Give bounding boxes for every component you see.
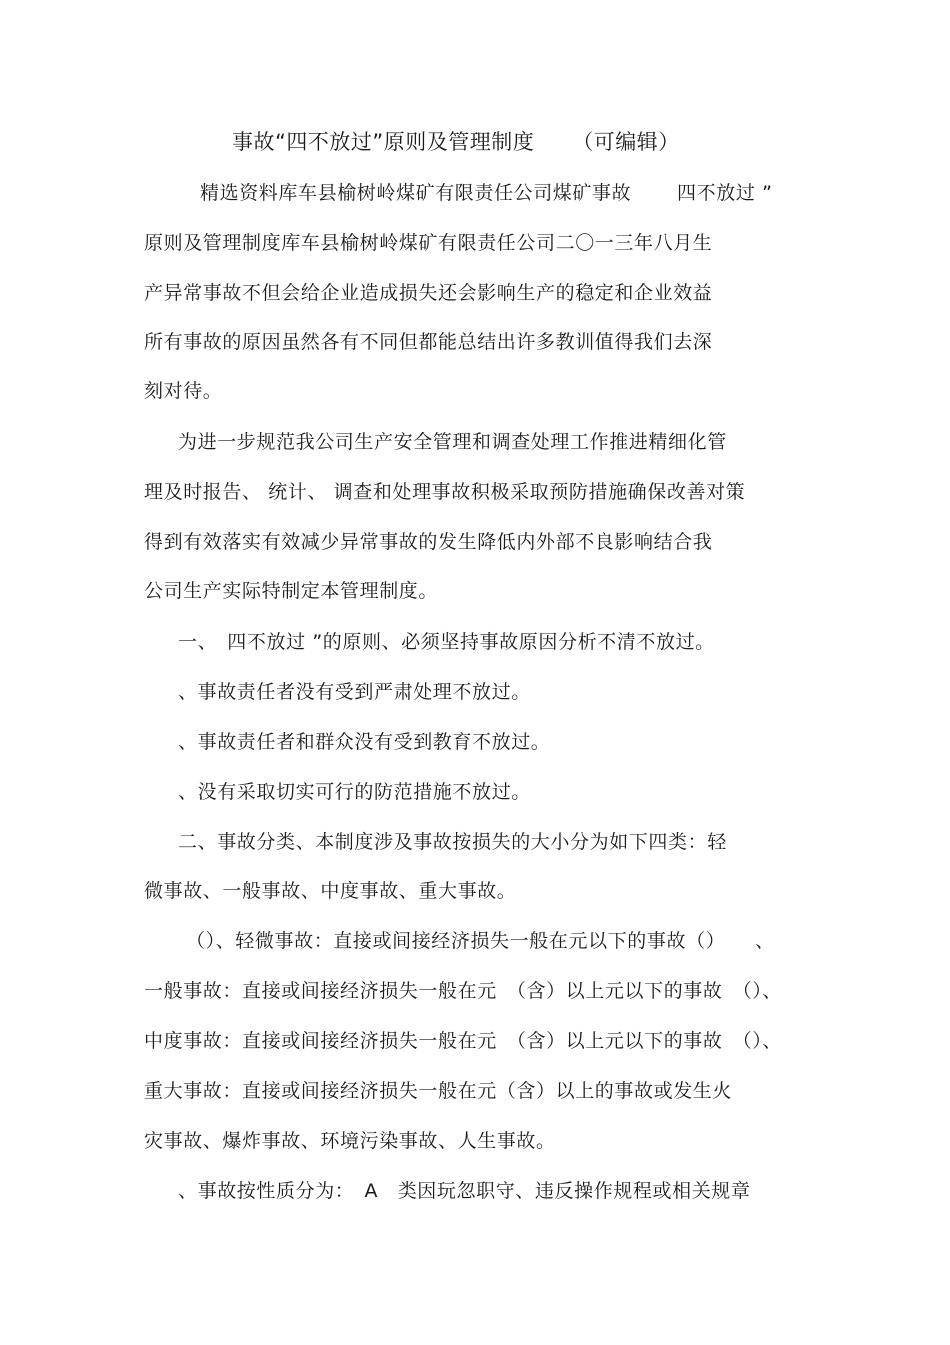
body-line: 、没有采取切实可行的防范措施不放过。 [178, 781, 531, 803]
body-line: 精选资料库车县榆树岭煤矿有限责任公司煤矿事故 四不放过 ” [200, 182, 773, 204]
body-line: 二、事故分类、本制度涉及事故按损失的大小分为如下四类：轻 [178, 831, 727, 853]
body-line: 理及时报告、 统计、 调查和处理事故积极采取预防措施确保改善对策 [144, 481, 746, 503]
body-line: 微事故、一般事故、中度事故、重大事故。 [144, 880, 517, 902]
body-line: 原则及管理制度库车县榆树岭煤矿有限责任公司二〇一三年八月生 [144, 232, 713, 254]
title-sub: （可编辑） [572, 130, 680, 154]
body-line: 、事故责任者和群众没有受到教育不放过。 [178, 731, 551, 753]
body-line: 产异常事故不但会给企业造成损失还会影响生产的稳定和企业效益 [144, 282, 713, 304]
body-line: 刻对待。 [144, 380, 223, 402]
body-line: 灾事故、爆炸事故、环境污染事故、人生事故。 [144, 1130, 556, 1152]
title-main: 事故“四不放过”原则及管理制度 [232, 130, 535, 154]
body-line: 、事故责任者没有受到严肃处理不放过。 [178, 681, 531, 703]
body-line: 一、 四不放过 ”的原则、必须坚持事故原因分析不清不放过。 [178, 631, 715, 653]
body-line: （）、轻微事故：直接或间接经济损失一般在元以下的事故（） 、 [186, 930, 775, 952]
body-line: 公司生产实际特制定本管理制度。 [144, 580, 439, 602]
body-line: 重大事故：直接或间接经济损失一般在元（含）以上的事故或发生火 [144, 1080, 733, 1102]
body-line: 为进一步规范我公司生产安全管理和调查处理工作推进精细化管 [178, 431, 727, 453]
body-line: 中度事故：直接或间接经济损失一般在元 （含）以上元以下的事故 （）、 [144, 1030, 782, 1052]
body-line: 、事故按性质分为： A 类因玩忽职守、违反操作规程或相关规章 [178, 1180, 751, 1202]
body-line: 所有事故的原因虽然各有不同但都能总结出许多教训值得我们去深 [144, 331, 713, 353]
body-line: 一般事故：直接或间接经济损失一般在元 （含）以上元以下的事故 （）、 [144, 980, 782, 1002]
body-line: 得到有效落实有效减少异常事故的发生降低内外部不良影响结合我 [144, 531, 713, 553]
document-title [232, 126, 792, 158]
